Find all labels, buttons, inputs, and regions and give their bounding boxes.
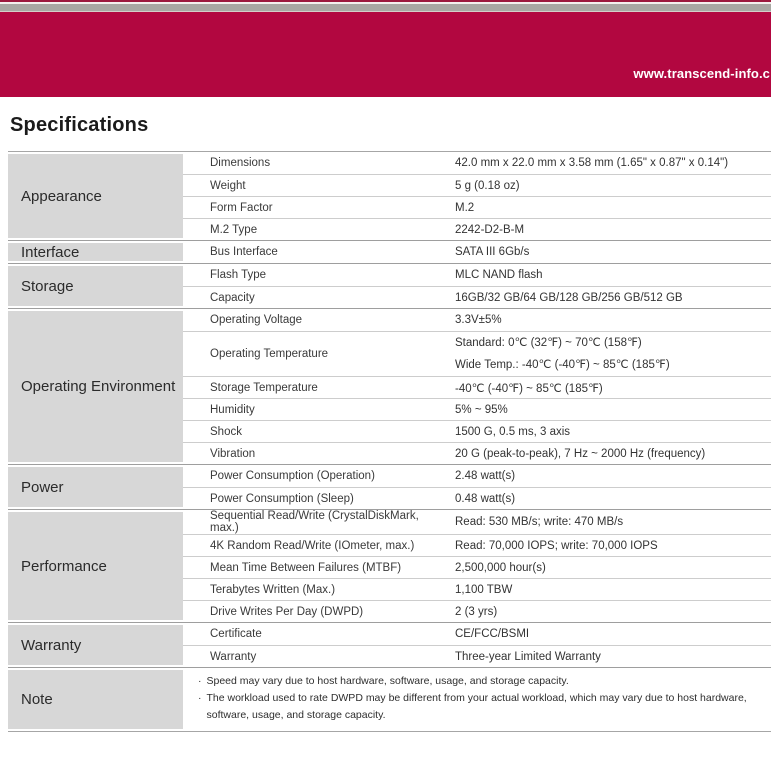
spec-value: -40℃ (-40℉) ~ 85℃ (185℉) [455,382,603,395]
spec-label: Power Consumption (Sleep) [210,492,354,505]
spec-value: 1500 G, 0.5 ms, 3 axis [455,425,571,438]
spec-value: Read: 70,000 IOPS; write: 70,000 IOPS [455,539,658,552]
spec-row [183,465,771,487]
spec-value-line: Wide Temp.: -40℃ (-40℉) ~ 85℃ (185℉) [455,359,670,371]
category-cell: Appearance [8,154,183,238]
spec-label: Bus Interface [210,246,278,258]
spec-value [445,332,771,376]
bullet-icon: · [198,675,202,687]
spec-label: Form Factor [210,201,273,214]
category-cell: Warranty [8,625,183,665]
category-cell: Note [8,670,183,729]
spec-value: Three-year Limited Warranty [455,650,601,663]
spec-row [183,420,771,442]
spec-value: 1,100 TBW [455,583,513,596]
spec-label: Mean Time Between Failures (MTBF) [210,561,402,574]
spec-row [183,264,771,286]
section-rows [183,264,771,308]
spec-value: 16GB/32 GB/64 GB/128 GB/256 GB/512 GB [455,291,683,304]
spec-value: 42.0 mm x 22.0 mm x 3.58 mm (1.65" x 0.87" x 0.14") [455,157,729,169]
spec-value: M.2 [455,201,475,214]
section-rows [183,510,771,622]
section-interface [8,240,771,263]
section-rows [183,241,771,263]
spec-row [183,218,771,240]
gray-strip [0,4,771,11]
spec-value: 2.48 watt(s) [455,470,516,482]
spec-label: Storage Temperature [210,381,318,394]
spec-value: Read: 530 MB/s; write: 470 MB/s [455,516,624,528]
brand-banner [0,12,771,97]
spec-row [183,645,771,667]
spec-label: Operating Voltage [210,314,303,326]
section-operating-environment [8,308,771,464]
section-warranty [8,622,771,667]
spec-value-line: Standard: 0℃ (32℉) ~ 70℃ (158℉) [455,337,642,349]
spec-label: Sequential Read/Write (CrystalDiskMark, max.) [210,510,419,534]
page-title: Specifications [10,114,149,136]
spec-row [183,152,771,174]
spec-value: 0.48 watt(s) [455,492,516,505]
spec-label: Drive Writes Per Day (DWPD) [210,605,364,618]
spec-label: Power Consumption (Operation) [210,470,375,482]
spec-label: Certificate [210,628,262,640]
spec-label: M.2 Type [210,223,258,236]
section-rows [183,309,771,464]
category-cell: Performance [8,512,183,620]
spec-label: Terabytes Written (Max.) [210,583,336,596]
spec-row [183,623,771,645]
spec-label: Flash Type [210,269,267,281]
spec-label: Weight [210,179,246,192]
section-note [8,667,771,731]
spec-row [183,196,771,218]
spec-value: 2 (3 yrs) [455,605,498,618]
spec-row [183,398,771,420]
spec-label: Dimensions [210,157,271,169]
spec-row [183,174,771,196]
spec-value: 2,500,000 hour(s) [455,561,546,574]
note-item [198,673,765,690]
category-cell: Interface [8,243,183,261]
spec-label: Shock [210,425,242,438]
spec-row [183,286,771,308]
spec-value: 20 G (peak-to-peak), 7 Hz ~ 2000 Hz (frequency) [455,447,706,460]
spec-row [183,309,771,331]
note-item [198,690,765,724]
spec-table [8,151,771,732]
spec-row [183,510,771,534]
spec-value: SATA III 6Gb/s [455,246,530,258]
section-appearance [8,152,771,240]
spec-label: 4K Random Read/Write (IOmeter, max.) [210,539,415,552]
spec-row [183,556,771,578]
note-text: Speed may vary due to host hardware, software, usage, and storage capacity. [206,675,569,687]
spec-value: 5 g (0.18 oz) [455,179,520,192]
spec-label: Capacity [210,291,255,304]
spec-row [183,331,771,376]
spec-label: Operating Temperature [210,348,329,360]
note-list [183,668,771,731]
note-text: The workload used to rate DWPD may be different from your actual workload, which may vary due to host hardware, software, usage, and storage capacity. [206,692,747,721]
spec-value: 2242-D2-B-M [455,223,525,236]
spec-label: Vibration [210,447,256,460]
spec-row [183,578,771,600]
spec-value: 5% ~ 95% [455,403,508,416]
spec-row [183,534,771,556]
section-power [8,464,771,509]
spec-row [183,241,771,263]
section-performance [8,509,771,622]
section-rows [183,623,771,667]
spec-value: CE/FCC/BSMI [455,628,530,640]
category-cell: Operating Environment [8,311,183,462]
section-rows [183,465,771,509]
section-storage [8,263,771,308]
spec-row [183,487,771,509]
category-cell: Storage [8,266,183,306]
spec-label: Warranty [210,650,257,663]
spec-row [183,442,771,464]
spec-row [183,600,771,622]
spec-value: 3.3V±5% [455,314,502,326]
spec-label: Humidity [210,403,255,416]
spec-row [183,376,771,398]
category-cell: Power [8,467,183,507]
top-border-strips [0,0,771,12]
main-content [8,114,771,732]
spec-value: MLC NAND flash [455,269,543,281]
section-rows [183,152,771,240]
brand-url-link[interactable]: www.transcend-info.c [633,66,770,81]
bullet-icon: · [198,692,202,704]
